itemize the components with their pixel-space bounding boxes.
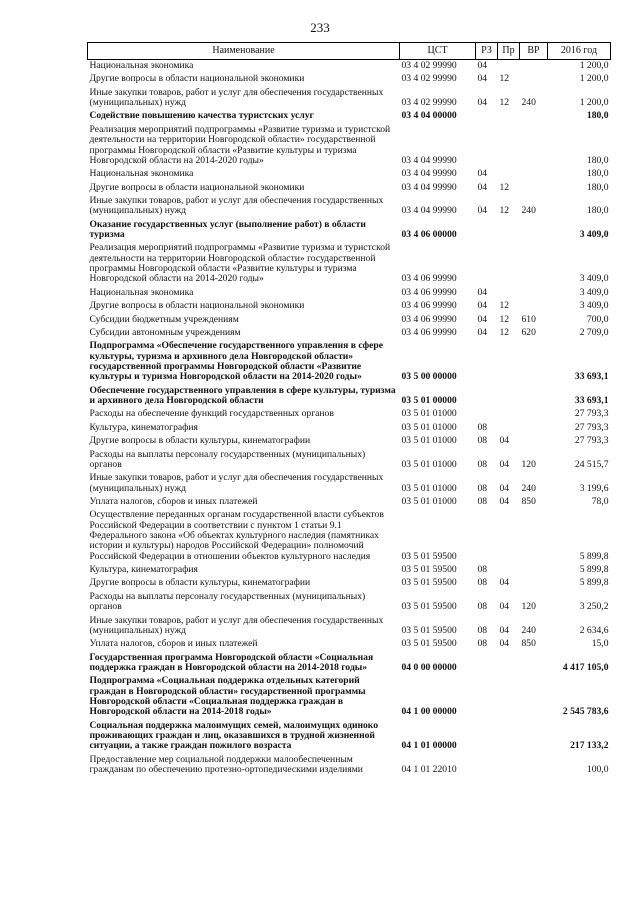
cell-cst: 03 5 01 59500 (401, 601, 457, 613)
cell-rz (476, 219, 498, 243)
cell-vr (520, 385, 548, 409)
cell-name: Расходы на обеспечение функций государственных органов (89, 408, 334, 420)
cell-rz (476, 408, 498, 421)
cell-vr: 240 (521, 205, 536, 217)
table-row (88, 219, 611, 243)
cell-vr (520, 168, 548, 181)
cell-vr (520, 435, 548, 448)
cell-rz (476, 675, 498, 719)
cell-name: Предоставление мер социальной поддержки малообеспеченным гражданам по обеспечению протезно-ортопедическими изделиями (89, 753, 363, 776)
cell-vr: 850 (521, 638, 536, 650)
cell-sum: 5 899,8 (579, 550, 609, 562)
cell-cst: 03 4 04 99990 (401, 205, 457, 217)
table-row (88, 564, 611, 577)
cell-name: Государственная программа Новгородской области «Социальная поддержка граждан в Новгородской области на 2014-2018 годы» (89, 651, 374, 673)
table-row (88, 449, 611, 473)
cell-vr (520, 124, 548, 168)
cell-sum: 3 409,0 (579, 229, 609, 241)
table-row (88, 591, 611, 615)
cell-vr (520, 652, 548, 676)
table-row (88, 615, 611, 639)
table-row (88, 195, 611, 219)
cell-cst: 03 4 02 99990 (401, 60, 457, 71)
table-row (88, 300, 611, 313)
cell-name: Иные закупки товаров, работ и услуг для обеспечения государственных (муниципальных) нужд (89, 86, 384, 109)
table-row (88, 182, 611, 195)
cell-cst: 03 4 04 99990 (401, 168, 457, 180)
cell-rz: 08 (477, 435, 488, 447)
table-row (88, 242, 611, 286)
cell-pr (498, 754, 520, 778)
cell-vr (520, 577, 548, 590)
cell-rz (476, 110, 498, 123)
cell-rz: 08 (477, 601, 488, 613)
cell-name: Культура, кинематография (89, 421, 198, 433)
cell-pr (498, 219, 520, 243)
cell-sum: 78,0 (591, 495, 609, 507)
cell-name: Иные закупки товаров, работ и услуг для обеспечения государственных (муниципальных) нужд (89, 472, 384, 494)
cell-name: Реализация мероприятий подпрограммы «Развитие туризма и туристской деятельности на территории Новгородской области» государственной программы Новгородской области «Развитие культуры и туризма Новгородской области на 2014-2020 годы» (89, 123, 391, 166)
cell-name: Другие вопросы в области культуры, кинематографии (89, 435, 311, 447)
cell-sum: 33 693,1 (574, 395, 609, 407)
cell-sum: 3 409,0 (579, 273, 609, 285)
cell-rz: 04 (477, 205, 488, 217)
table-header (88, 43, 611, 60)
cell-rz (476, 124, 498, 168)
cell-sum: 217 133,2 (570, 740, 609, 752)
cell-sum: 3 409,0 (579, 286, 609, 298)
cell-rz: 04 (477, 60, 488, 71)
cell-vr: 240 (521, 624, 536, 636)
cell-vr: 240 (521, 97, 536, 109)
header-pr: Пр (498, 43, 520, 60)
cell-sum: 3 199,6 (579, 482, 609, 494)
cell-pr (498, 124, 520, 168)
cell-pr (498, 509, 520, 564)
cell-name: Содействие повышению качества туристских услуг (89, 110, 314, 122)
cell-name: Другие вопросы в области культуры, кинематографии (89, 577, 311, 589)
cell-cst: 03 4 06 99990 (401, 326, 457, 338)
cell-cst: 03 5 01 01000 (401, 435, 457, 447)
cell-pr: 04 (499, 495, 510, 507)
cell-sum: 33 693,1 (574, 371, 609, 383)
cell-sum: 180,0 (586, 168, 609, 180)
table-row (88, 754, 611, 778)
table-row (88, 435, 611, 448)
cell-pr (498, 408, 520, 421)
cell-vr (520, 509, 548, 564)
cell-sum: 27 793,3 (574, 421, 609, 433)
cell-pr: 04 (499, 624, 510, 636)
cell-rz: 04 (477, 326, 488, 338)
cell-vr (520, 300, 548, 313)
cell-pr: 04 (499, 601, 510, 613)
cell-pr (498, 564, 520, 577)
cell-pr: 12 (499, 73, 510, 85)
cell-vr: 850 (521, 495, 536, 507)
cell-name: Культура, кинематография (89, 564, 198, 576)
cell-cst: 03 4 04 99990 (401, 181, 457, 193)
cell-pr: 12 (499, 313, 510, 325)
cell-vr: 240 (521, 482, 536, 494)
cell-name: Обеспечение государственного управления в сфере культуры, туризма и архивного дела Новгородской области (89, 384, 396, 407)
cell-pr: 04 (499, 577, 510, 589)
cell-cst: 03 4 06 99990 (401, 313, 457, 325)
cell-sum: 100,0 (586, 764, 609, 776)
cell-sum: 700,0 (586, 313, 609, 325)
cell-rz: 08 (477, 638, 488, 650)
cell-pr (498, 720, 520, 754)
cell-pr (498, 675, 520, 719)
cell-vr: 120 (521, 458, 536, 470)
cell-pr (498, 652, 520, 676)
cell-rz: 08 (477, 495, 488, 507)
cell-name: Расходы на выплаты персоналу государственных (муниципальных) органов (89, 590, 366, 613)
table-row (88, 472, 611, 496)
cell-sum: 3 250,2 (579, 601, 609, 613)
cell-cst: 03 5 01 59500 (401, 564, 457, 576)
cell-sum: 180,0 (586, 181, 609, 193)
table-row (88, 422, 611, 435)
cell-cst: 03 5 01 01000 (401, 408, 457, 420)
cell-vr: 120 (521, 601, 536, 613)
cell-name: Национальная экономика (89, 60, 194, 71)
cell-vr (520, 564, 548, 577)
cell-cst: 03 5 01 01000 (401, 482, 457, 494)
cell-cst: 03 4 06 00000 (401, 229, 457, 241)
cell-rz: 04 (477, 286, 488, 298)
cell-name: Другие вопросы в области национальной экономики (89, 73, 305, 85)
cell-pr: 12 (499, 181, 510, 193)
cell-sum: 5 899,8 (579, 577, 609, 589)
cell-name: Иные закупки товаров, работ и услуг для обеспечения государственных (муниципальных) нужд (89, 194, 384, 217)
table-row (88, 509, 611, 564)
cell-cst: 03 5 00 00000 (401, 371, 457, 383)
cell-cst: 03 4 06 99990 (401, 286, 457, 298)
cell-vr (520, 340, 548, 384)
cell-sum: 27 793,3 (574, 408, 609, 420)
cell-cst: 04 0 00 00000 (401, 661, 457, 673)
cell-name: Реализация мероприятий подпрограммы «Развитие туризма и туристской деятельности на территории Новгородской области» государственной программы Новгородской области «Развитие культуры и туризма Новгородской области на 2014-2020 годы» (89, 242, 391, 285)
cell-sum: 24 515,7 (574, 458, 609, 470)
cell-pr: 12 (499, 205, 510, 217)
cell-sum: 2 634,6 (579, 624, 609, 636)
cell-pr (498, 60, 520, 74)
cell-cst: 04 1 00 00000 (401, 706, 457, 718)
cell-cst: 03 4 02 99990 (401, 97, 457, 109)
cell-cst: 04 1 01 00000 (401, 740, 457, 752)
cell-pr: 12 (499, 97, 510, 109)
cell-vr (520, 422, 548, 435)
budget-table (87, 42, 611, 778)
table-body (88, 60, 611, 778)
cell-pr: 04 (499, 482, 510, 494)
table-row (88, 408, 611, 421)
cell-rz: 04 (477, 73, 488, 85)
cell-pr (498, 422, 520, 435)
cell-cst: 03 5 01 01000 (401, 458, 457, 470)
cell-cst: 03 4 06 99990 (401, 273, 457, 285)
cell-cst: 03 5 01 01000 (401, 495, 457, 507)
cell-cst: 03 5 01 59500 (401, 577, 457, 589)
cell-rz: 04 (477, 181, 488, 193)
cell-cst: 03 4 02 99990 (401, 73, 457, 85)
cell-name: Расходы на выплаты персоналу государственных (муниципальных) органов (89, 448, 366, 470)
cell-rz: 04 (477, 168, 488, 180)
cell-cst: 03 5 01 59500 (401, 638, 457, 650)
table-row (88, 385, 611, 409)
cell-vr (520, 110, 548, 123)
cell-name: Подпрограмма «Обеспечение государственного управления в сфере культуры, туризма и архивного дела Новгородской области» государственной программы Новгородской области «Развитие культуры и туризма Новгородской области на 2014-2020 годы» (89, 340, 383, 383)
cell-name: Другие вопросы в области национальной экономики (89, 300, 305, 312)
cell-sum: 180,0 (586, 205, 609, 217)
cell-vr: 610 (521, 313, 536, 325)
cell-sum: 3 409,0 (579, 300, 609, 312)
header-name: Наименование (88, 43, 400, 60)
cell-vr (520, 73, 548, 86)
header-row (88, 43, 611, 60)
cell-name: Социальная поддержка малоимущих семей, малоимущих одиноко проживающих граждан и лиц, оказавшихся в трудной жизненной ситуации, а также граждан пожилого возраста (89, 719, 379, 752)
cell-pr: 04 (499, 435, 510, 447)
cell-name: Подпрограмма «Социальная поддержка отдельных категорий граждан в Новгородской области» государственной программы Новгородской области «Социальная поддержка граждан в Новгородской области на 2014-2018 годы» (89, 675, 366, 718)
cell-rz (476, 509, 498, 564)
cell-name: Иные закупки товаров, работ и услуг для обеспечения государственных (муниципальных) нужд (89, 614, 384, 636)
cell-sum: 2 545 783,6 (562, 706, 609, 718)
cell-rz: 04 (477, 300, 488, 312)
cell-name: Уплата налогов, сборов и иных платежей (89, 638, 258, 650)
cell-cst: 03 5 01 59500 (401, 624, 457, 636)
cell-cst: 03 4 04 00000 (401, 110, 457, 122)
table-row (88, 638, 611, 651)
cell-pr: 04 (499, 458, 510, 470)
cell-sum: 180,0 (586, 154, 609, 166)
table-row (88, 124, 611, 168)
cell-vr (520, 720, 548, 754)
cell-pr (498, 110, 520, 123)
cell-name: Национальная экономика (89, 286, 194, 298)
cell-pr: 12 (499, 300, 510, 312)
cell-rz: 08 (477, 458, 488, 470)
cell-name: Оказание государственных услуг (выполнение работ) в области туризма (89, 218, 366, 241)
cell-name: Другие вопросы в области национальной экономики (89, 181, 305, 193)
cell-pr (498, 242, 520, 286)
cell-rz: 04 (477, 313, 488, 325)
table-row (88, 60, 611, 74)
cell-cst: 04 1 01 22010 (401, 764, 457, 776)
cell-cst: 03 5 01 00000 (401, 395, 457, 407)
cell-pr: 12 (499, 326, 510, 338)
cell-pr: 04 (499, 638, 510, 650)
cell-sum: 1 200,0 (579, 60, 609, 71)
cell-rz (476, 385, 498, 409)
cell-cst: 03 4 04 99990 (401, 154, 457, 166)
header-vr: ВР (520, 43, 548, 60)
cell-sum: 15,0 (591, 638, 609, 650)
cell-sum: 1 200,0 (579, 73, 609, 85)
cell-vr (520, 242, 548, 286)
cell-sum: 180,0 (586, 110, 609, 122)
cell-cst: 03 5 01 01000 (401, 421, 457, 433)
table-row (88, 340, 611, 384)
cell-sum: 4 417 105,0 (562, 661, 609, 673)
cell-sum: 27 793,3 (574, 435, 609, 447)
cell-pr (498, 168, 520, 181)
cell-rz: 04 (477, 97, 488, 109)
cell-rz (476, 242, 498, 286)
cell-name: Субсидии бюджетным учреждениям (89, 313, 239, 325)
cell-sum: 1 200,0 (579, 97, 609, 109)
cell-vr (520, 287, 548, 300)
cell-rz: 08 (477, 564, 488, 576)
cell-rz: 08 (477, 577, 488, 589)
cell-name: Уплата налогов, сборов и иных платежей (89, 495, 258, 507)
table-row (88, 73, 611, 86)
header-cst: ЦСТ (400, 43, 476, 60)
cell-pr (498, 385, 520, 409)
header-rz: РЗ (476, 43, 498, 60)
table-row (88, 287, 611, 300)
cell-rz (476, 754, 498, 778)
cell-name: Национальная экономика (89, 168, 194, 180)
cell-rz: 08 (477, 624, 488, 636)
cell-vr: 620 (521, 326, 536, 338)
cell-vr (520, 182, 548, 195)
cell-sum: 2 709,0 (579, 326, 609, 338)
page-number: 233 (310, 20, 330, 35)
table-row (88, 577, 611, 590)
cell-rz (476, 340, 498, 384)
cell-pr (498, 287, 520, 300)
table-row (88, 87, 611, 111)
table-row (88, 168, 611, 181)
table-row (88, 110, 611, 123)
cell-cst: 03 5 01 59500 (401, 550, 457, 562)
cell-pr (498, 340, 520, 384)
cell-name: Субсидии автономным учреждениям (89, 326, 241, 338)
table-row (88, 652, 611, 676)
cell-rz: 08 (477, 421, 488, 433)
cell-vr (520, 754, 548, 778)
table-row (88, 327, 611, 340)
cell-rz: 08 (477, 482, 488, 494)
cell-vr (520, 60, 548, 74)
cell-vr (520, 408, 548, 421)
cell-rz (476, 720, 498, 754)
cell-vr (520, 219, 548, 243)
cell-name: Осуществление переданных органам государственной власти субъектов Российской Федерации в соответствии с пунктом 1 статьи 9.1 Федерального закона «Об объектах культурного наследия (памятниках истории и культуры) народов Российской Федерации» полномочий Российской Федерации в отношении объектов культурного наследия (89, 509, 384, 562)
table-row (88, 314, 611, 327)
table-row (88, 675, 611, 719)
table-row (88, 496, 611, 509)
header-sum: 2016 год (548, 43, 611, 60)
cell-rz (476, 652, 498, 676)
cell-sum: 5 899,8 (579, 564, 609, 576)
table-row (88, 720, 611, 754)
cell-cst: 03 4 06 99990 (401, 300, 457, 312)
cell-vr (520, 675, 548, 719)
